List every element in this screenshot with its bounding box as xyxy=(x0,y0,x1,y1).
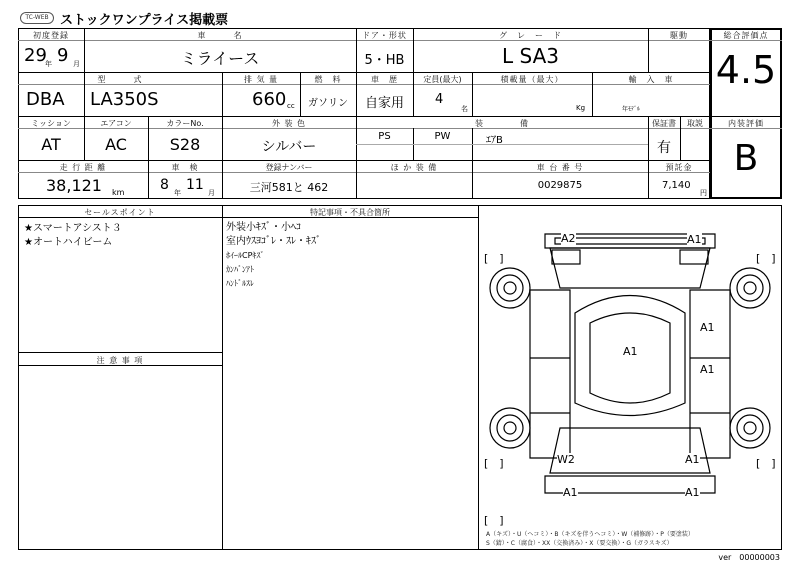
equip-pw: PW xyxy=(434,131,451,142)
color-no-value: S28 xyxy=(169,135,201,154)
label-history: 車 歴 xyxy=(371,75,398,84)
left-body xyxy=(530,290,570,458)
label-exterior-color: 外 装 色 xyxy=(271,119,307,128)
damage-a1-right-1: A1 xyxy=(700,321,715,334)
remarks-list xyxy=(226,221,321,291)
label-equipment: 装 備 xyxy=(475,119,529,128)
fuel-value: ガソリン xyxy=(308,98,348,109)
car-diagram xyxy=(480,218,780,518)
warranty-value: 有 xyxy=(657,140,671,156)
label-mileage: 走 行 距 離 xyxy=(59,163,107,172)
label-displacement: 排 気 量 xyxy=(243,75,279,84)
legend-line: A（キズ）・U（ヘコミ）・B（キズを伴うヘコミ）・W（補修跡）・P（要塗装） xyxy=(486,531,694,538)
hood-shape xyxy=(550,248,710,288)
mileage-value: 38,121 xyxy=(46,176,102,195)
bracket-marker: [ ] xyxy=(484,514,504,527)
version-label: ver 00000003 xyxy=(718,553,780,562)
right-headlight xyxy=(680,250,708,264)
label-caution: 注 意 事 項 xyxy=(96,356,144,365)
capacity-unit: 名 xyxy=(461,105,468,113)
insp-year: 8 xyxy=(160,177,169,193)
history-value: 自家用 xyxy=(364,96,404,111)
damage-a1-roof: A1 xyxy=(623,345,638,358)
bracket-marker: [ ] xyxy=(484,252,504,265)
overall-score-value: 4.5 xyxy=(715,48,777,92)
damage-a1-front-right: A1 xyxy=(687,233,702,246)
damage-a1-rear-bumper-right: A1 xyxy=(685,486,700,499)
label-capacity: 定員(最大) xyxy=(423,75,462,84)
import-unit: 年ﾓﾃﾞﾙ xyxy=(622,106,641,113)
chassis-no-value: 0029875 xyxy=(537,180,583,191)
front-bumper-inner xyxy=(555,238,705,244)
label-inspection: 車 検 xyxy=(171,163,199,172)
roof-inner xyxy=(590,313,670,403)
exterior-color-value: シルバー xyxy=(261,139,317,155)
first-reg-year: 29 xyxy=(24,45,47,66)
tailgate-shape xyxy=(550,428,710,473)
list-item: 室内ｳｽﾖｺﾞﾚ・ｽﾚ・ｷｽﾞ xyxy=(226,236,321,247)
deposit-value: 7,140 xyxy=(662,180,691,191)
wheel-rear-left xyxy=(490,408,530,448)
label-fuel: 燃 料 xyxy=(314,75,342,84)
aircon-value: AC xyxy=(105,135,127,154)
displacement-value: 660 xyxy=(252,89,287,110)
damage-legend xyxy=(486,530,694,548)
plate-value: 三河581と 462 xyxy=(249,181,329,194)
equip-ps: PS xyxy=(378,131,391,142)
label-overall-score: 総合評価点 xyxy=(723,31,769,40)
wheel-rear-right xyxy=(730,408,770,448)
left-headlight xyxy=(552,250,580,264)
list-item: ★オートハイビーム xyxy=(24,237,113,248)
label-door-shape: ドア・形状 xyxy=(362,31,407,40)
wheel-front-right xyxy=(730,268,770,308)
label-first-reg: 初度登録 xyxy=(33,31,69,40)
label-deposit: 預託金 xyxy=(665,163,693,172)
bracket-marker: [ ] xyxy=(756,457,776,470)
door-shape-value: 5・HB xyxy=(364,53,405,68)
list-item: ｶﾝﾊﾞﾝｱﾄ xyxy=(226,265,254,274)
label-other-equipment: ほ か 装 備 xyxy=(390,163,438,172)
damage-a1-right-2: A1 xyxy=(700,363,715,376)
page-title: ストックワンプライス掲載票 xyxy=(60,13,229,28)
capacity-value: 4 xyxy=(435,92,444,107)
damage-a2-front: A2 xyxy=(561,232,576,245)
label-load: 積載量（最大） xyxy=(500,75,564,84)
insp-month: 11 xyxy=(186,177,204,193)
label-color-no: カラーNo. xyxy=(166,119,204,128)
car-name-value: ミライース xyxy=(180,49,260,68)
label-manual: 取説 xyxy=(687,119,703,128)
bracket-marker: [ ] xyxy=(484,457,504,470)
year-unit: 年 xyxy=(45,60,52,68)
list-item: ★スマートアシスト３ xyxy=(24,223,122,234)
bracket-marker: [ ] xyxy=(756,252,776,265)
interior-score-value: B xyxy=(733,138,759,179)
damage-a1-rear-right: A1 xyxy=(685,453,700,466)
grade-value: L SA3 xyxy=(502,44,559,68)
insp-month-unit: 月 xyxy=(208,189,215,197)
label-sales-point: セールスポイント xyxy=(84,208,156,217)
load-unit: Kg xyxy=(576,104,586,112)
legend-line: S（錆）・C（腐食）・XX（交換済み）・X（要交換）・G（ガラスキズ） xyxy=(486,540,673,547)
month-unit: 月 xyxy=(73,60,80,68)
model-value: LA350S xyxy=(90,89,159,110)
label-mission: ミッション xyxy=(31,119,71,128)
equip-airbag: ｴｱB xyxy=(486,135,503,146)
logo: TC-WEB xyxy=(20,12,54,24)
label-grade: グ レ ー ド xyxy=(499,31,562,40)
mission-value: AT xyxy=(41,135,61,154)
sales-points-list xyxy=(24,222,122,250)
displacement-unit: cc xyxy=(287,102,295,110)
model-prefix-value: DBA xyxy=(26,89,65,110)
list-item: ﾊﾝﾄﾞﾙｽﾚ xyxy=(226,279,254,288)
wheel-front-left xyxy=(490,268,530,308)
label-aircon: エアコン xyxy=(100,119,132,128)
label-drive: 駆動 xyxy=(670,31,688,40)
list-item: ﾎｲｰﾙCPｷｽﾞ xyxy=(226,251,265,260)
label-chassis-no: 車 台 番 号 xyxy=(536,163,584,172)
label-plate: 登録ナンバー xyxy=(265,163,313,172)
first-reg-month: 9 xyxy=(57,45,69,66)
label-car-name: 車 名 xyxy=(197,31,243,40)
label-warranty: 保証書 xyxy=(652,119,676,128)
damage-w2: W2 xyxy=(557,453,575,466)
damage-a1-rear-left: A1 xyxy=(563,486,578,499)
label-import: 輸 入 車 xyxy=(628,75,674,84)
label-model: 型 式 xyxy=(97,75,143,84)
insp-year-unit: 年 xyxy=(174,189,181,197)
label-remarks: 特記事項・不具合箇所 xyxy=(310,208,390,217)
list-item: 外装小ｷｽﾞ・小ﾍｺ xyxy=(226,222,301,233)
mileage-unit: km xyxy=(112,188,125,197)
deposit-unit: 円 xyxy=(700,189,707,197)
label-interior-score: 内装評価 xyxy=(728,119,764,128)
